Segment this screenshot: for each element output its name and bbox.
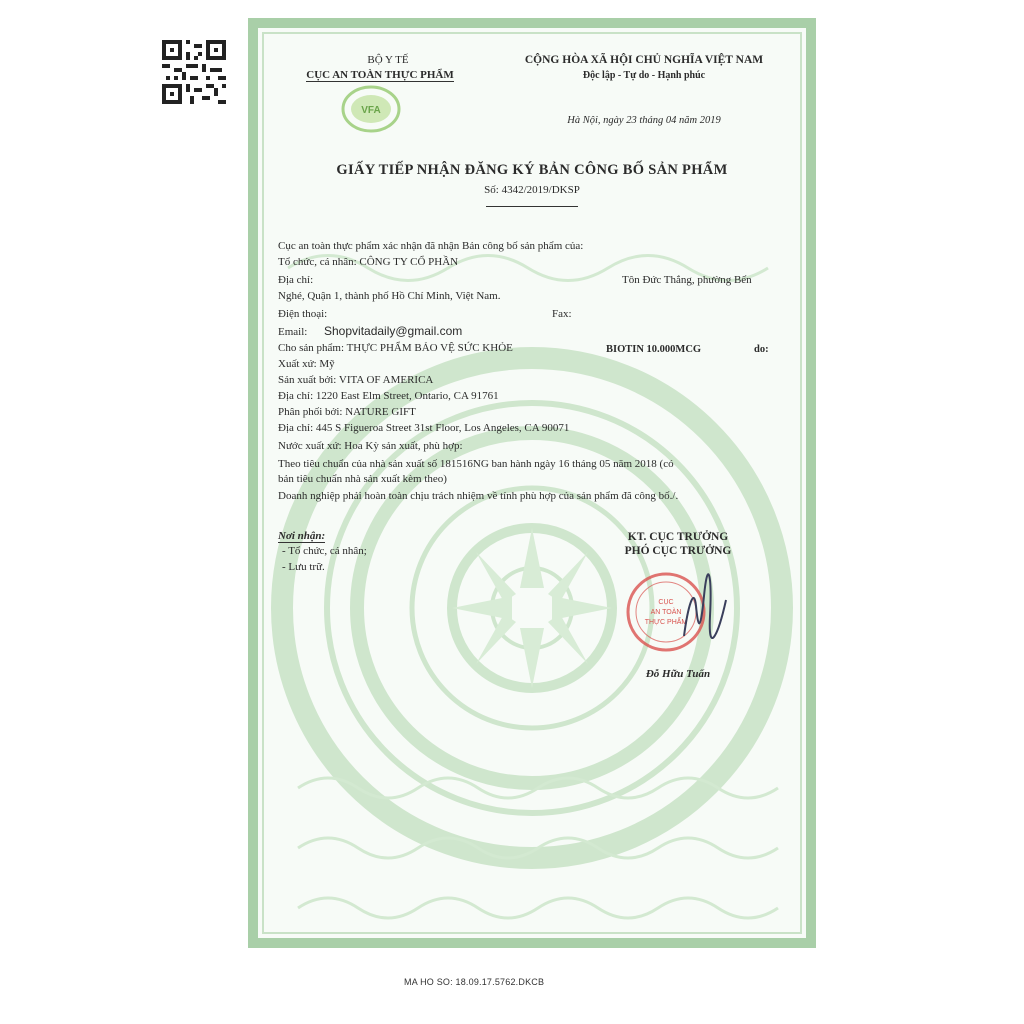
standard-line-2: bản tiêu chuẩn nhà sản xuất kèm theo) (278, 473, 447, 485)
phone-label: Điện thoại: (278, 308, 328, 320)
recipients-label-text: Nơi nhận: (278, 530, 326, 542)
national-motto: Độc lập - Tự do - Hạnh phúc (582, 70, 706, 81)
stamp-text-1: CỤC (658, 599, 674, 606)
document-number: Số: 4342/2019/DKSP (484, 184, 580, 196)
email-value: Shopvitadaily@gmail.com (324, 324, 463, 338)
manufacturer: Sản xuất bởi: VITA OF AMERICA (278, 374, 434, 386)
intro-text: Cục an toàn thực phẩm xác nhận đã nhận Bản công bố sản phẩm của: (278, 240, 584, 252)
agency-name-text: CỤC AN TOÀN THỰC PHẨM (306, 69, 454, 81)
certificate (248, 18, 816, 948)
dossier-code: MA HO SO: 18.09.17.5762.DKCB (404, 977, 545, 987)
distributor: Phân phối bởi: NATURE GIFT (278, 406, 416, 418)
manufacturer-address: Địa chỉ: 1220 East Elm Street, Ontario, CA 91761 (278, 390, 499, 402)
address-label: Địa chỉ: (278, 274, 314, 286)
agency-name (270, 69, 490, 82)
recipient-item-2: - Lưu trữ. (282, 561, 325, 573)
product-value: THỰC PHẨM BẢO VỆ SỨC KHỎE (346, 342, 513, 354)
product-label: Cho sản phẩm: (278, 342, 344, 354)
recipient-item-1: - Tổ chức, cá nhân; (282, 545, 367, 557)
distributor-address: Địa chỉ: 445 S Figueroa Street 31st Floor, Los Angeles, CA 90071 (278, 422, 570, 434)
email-label: Email: (278, 326, 308, 338)
stamp-text-3: THỰC PHẨM (644, 619, 688, 626)
address-continued: Nghé, Quận 1, thành phố Hồ Chí Minh, Việt Nam. (278, 290, 501, 302)
org-label: Tổ chức, cá nhân: (278, 256, 357, 268)
responsibility-statement: Doanh nghiệp phải hoàn toàn chịu trách nhiệm về tính phù hợp của sản phẩm đã công bố./. (278, 490, 679, 502)
official-stamp (624, 566, 732, 658)
address-right: Tôn Đức Thắng, phường Bến (622, 274, 752, 286)
product-name: BIOTIN 10.000MCG (606, 344, 702, 355)
recipients-label (278, 530, 325, 543)
signature-title-1: KT. CỤC TRƯỞNG (627, 531, 729, 543)
logo-text: VFA (361, 105, 381, 116)
stamp-text-2: AN TOÀN (650, 609, 682, 616)
title-divider (486, 206, 578, 207)
place-date: Hà Nội, ngày 23 tháng 04 năm 2019 (567, 115, 721, 126)
origin: Xuất xứ: Mỹ (278, 358, 335, 370)
signature-title-2: PHÓ CỤC TRƯỞNG (624, 545, 732, 557)
export-country: Nước xuất xứ: Hoa Kỳ sản xuất, phù hợp: (278, 440, 463, 452)
product-row (278, 342, 513, 355)
qr-code (162, 40, 226, 104)
product-suffix: do: (754, 344, 769, 355)
org-row (278, 256, 458, 269)
org-value: CÔNG TY CỔ PHẦN (359, 256, 459, 268)
standard-line-1: Theo tiêu chuẩn của nhà sản xuất số 181516NG ban hành ngày 16 tháng 05 năm 2018 (có (278, 458, 674, 470)
agency-logo (340, 84, 402, 134)
fax-label: Fax: (552, 308, 572, 320)
republic-name: CỘNG HÒA XÃ HỘI CHỦ NGHĨA VIỆT NAM (524, 54, 764, 66)
signer-name: Đỗ Hữu Tuấn (645, 668, 711, 680)
document-title: GIẤY TIẾP NHẬN ĐĂNG KÝ BẢN CÔNG BỐ SẢN PHẨM (336, 162, 728, 178)
ministry-name: BỘ Y TẾ (367, 54, 409, 66)
